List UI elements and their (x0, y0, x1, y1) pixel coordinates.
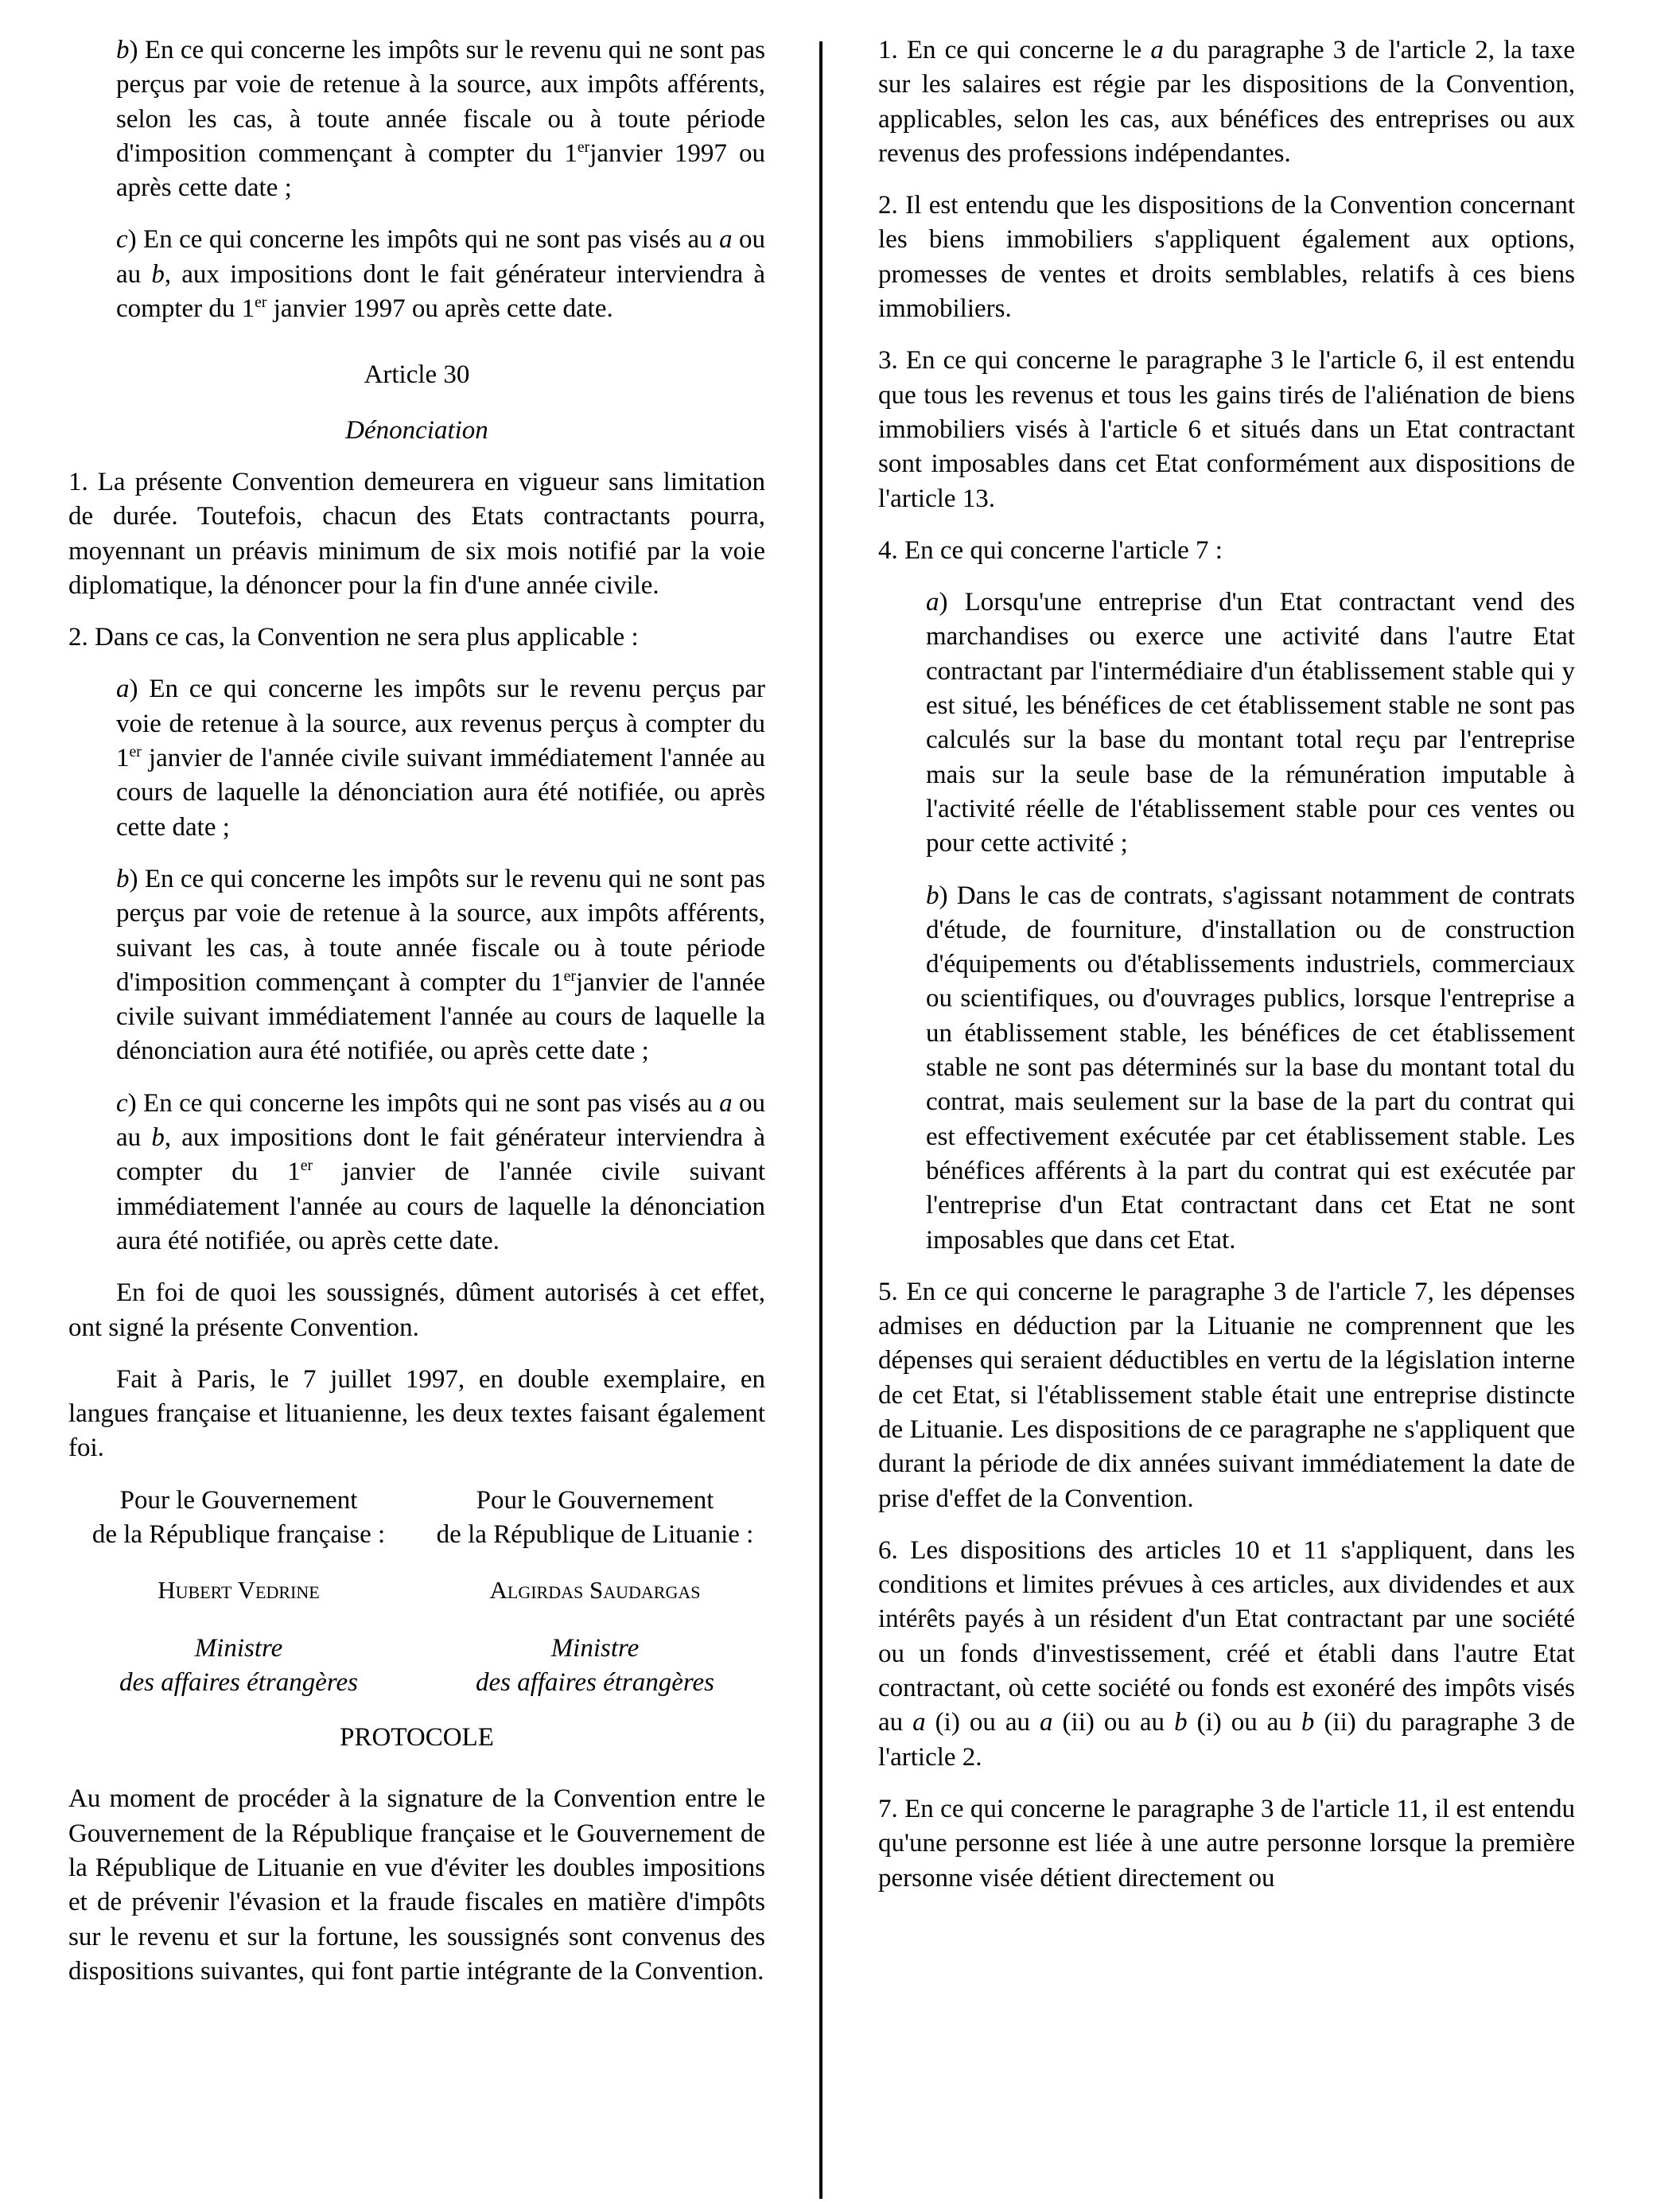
right-column (878, 33, 1575, 1913)
signatory-lithuania: Algirdas Saudargas (489, 1576, 701, 1605)
signatory-france: Hubert Vedrine (158, 1576, 320, 1605)
protocole-title: PROTOCOLE (340, 1723, 494, 1753)
signature-lithuania: Pour le Gouvernement de la République de Lituanie : (436, 1485, 754, 1549)
protocole-paragraph-2: 2. Il est entendu que les dispositions de la Convention concernant les biens immobiliers s'appliquent également aux options, promesses de ventes et droits semblables, relatifs à ces biens immobiliers. (878, 191, 1575, 324)
signature-titles (68, 1632, 765, 1701)
fait-a-paris-paragraph: Fait à Paris, le 7 juillet 1997, en double exemplaire, en langues française et lituanienne, les deux textes faisant également foi. (68, 1364, 765, 1463)
signature-names (68, 1573, 765, 1607)
signatory-title-france: Ministre des affaires étrangères (119, 1633, 358, 1697)
protocole-intro: Au moment de procéder à la signature de la Convention entre le Gouvernement de la République française et le Gouvernement de la République de Lituanie en vue d'éviter les doubles impositions et de prévenir l'évasion et la fraude fiscales en matière d'impôts sur le revenu et sur la fortune, les soussignés sont convenus des dispositions suivantes, qui font partie intégrante de la Convention. (68, 1784, 765, 1986)
protocole-paragraph-1: 1. En ce qui concerne le a du paragraphe 3 de l'article 2, la taxe sur les salaires est régie par les dispositions de la Convention, applicables, selon les cas, aux bénéfices des entreprises ou aux revenus des professions indépendantes. (878, 36, 1576, 168)
column-divider (819, 41, 822, 2199)
protocole-paragraph-7: 7. En ce qui concerne le paragraphe 3 de l'article 11, il est entendu qu'une personne est liée à une autre personne lorsque la première personne visée détient directement ou (878, 1794, 1575, 1893)
article-30-item-a: a) En ce qui concerne les impôts sur le revenu perçus par voie de retenue à la source, aux revenus perçus à compter du 1er janvier de l'année civile suivant immédiatement l'année au cours de laquelle la dénonciation aura été notifiée, ou après cette date ; (116, 675, 765, 842)
signature-governments (68, 1484, 765, 1553)
protocole-paragraph-5: 5. En ce qui concerne le paragraphe 3 de l'article 7, les dépenses admises en déduction par la Lituanie ne comprennent que les dépenses qui seraient déductibles en vertu de la législation interne de cet Etat, si l'établissement stable était une entreprise distincte de Lituanie. Les dispositions de ce paragraphe ne s'appliquent que durant la période de dix années suivant immédiatement la date de prise d'effet de la Convention. (878, 1277, 1575, 1513)
left-column (68, 33, 765, 2006)
protocole-paragraph-4: 4. En ce qui concerne l'article 7 : (878, 535, 1223, 565)
en-foi-paragraph: En foi de quoi les soussignés, dûment autorisés à cet effet, ont signé la présente Convention. (68, 1278, 765, 1342)
left-item-b-top: b) En ce qui concerne les impôts sur le revenu qui ne sont pas perçus par voie de retenue à la source, aux impôts afférents, selon les cas, à toute année fiscale ou à toute période d'imposition commençant à compter du 1erjanvier 1997 ou après cette date ; (116, 36, 765, 203)
signature-france: Pour le Gouvernement de la République française : (91, 1485, 386, 1549)
article-30-item-b: b) En ce qui concerne les impôts sur le revenu qui ne sont pas perçus par voie de retenue à la source, aux impôts afférents, suivant les cas, à toute année fiscale ou à toute période d'imposition commençant à compter du 1erjanvier de l'année civile suivant immédiatement l'année au cours de laquelle la dénonciation aura été notifiée, ou après cette date ; (116, 864, 765, 1066)
protocole-paragraph-6: 6. Les dispositions des articles 10 et 11 s'appliquent, dans les conditions et limites prévues à ces articles, aux dividendes et aux intérêts payés à un résident d'un Etat contractant par une société ou un fonds d'investissement, créé et établi dans l'autre Etat contractant, où cette société ou fonds est exonéré des impôts visés au a (i) ou au a (ii) ou au b (i) ou au b (ii) du paragraphe 3 de l'article 2. (878, 1535, 1576, 1772)
signatory-title-lithuania: Ministre des affaires étrangères (475, 1633, 714, 1697)
left-item-c-top: c) En ce qui concerne les impôts qui ne sont pas visés au a ou au b, aux impositions dont le fait générateur interviendra à compter du 1er janvier 1997 ou après cette date. (116, 225, 766, 324)
protocole-paragraph-4a: a) Lorsqu'une entreprise d'un Etat contractant vend des marchandises ou exerce une activité dans l'autre Etat contractant par l'intermédiaire d'un établissement stable qui y est situé, les bénéfices de cet établissement stable ne sont pas calculés sur la base du montant total reçu par l'entreprise mais sur la seule base de la rémunération imputable à l'activité réelle de l'établissement stable pour ces ventes ou pour cette activité ; (926, 588, 1575, 858)
protocole-paragraph-4b: b) Dans le cas de contrats, s'agissant notamment de contrats d'étude, de fourniture, d'installation ou de construction d'équipements ou d'établissements industriels, commerciaux ou scientifiques, ou d'ouvrages publics, lorsque l'entreprise a un établissement stable, les bénéfices de cet établissement stable ne sont pas déterminés sur la base du montant total du contrat, mais seulement sur la base de la part du contrat qui est effectivement exécutée par cet établissement stable. Les bénéfices afférents à la part du contrat qui est exécutée par l'entreprise d'un Etat contractant dans cet Etat ne sont imposables que dans cet Etat. (926, 881, 1575, 1255)
article-30-paragraph-2: 2. Dans ce cas, la Convention ne sera plus applicable : (68, 623, 639, 652)
article-30-item-c: c) En ce qui concerne les impôts qui ne sont pas visés au a ou au b, aux impositions dont le fait générateur interviendra à compter du 1er janvier de l'année civile suivant immédiatement l'année au cours de laquelle la dénonciation aura été notifiée, ou après cette date. (116, 1088, 766, 1255)
article-30-paragraph-1: 1. La présente Convention demeurera en vigueur sans limitation de durée. Toutefois, chacun des Etats contractants pourra, moyennant un préavis minimum de six mois notifié par la voie diplomatique, la dénoncer pour la fin d'une année civile. (68, 467, 765, 600)
protocole-paragraph-3: 3. En ce qui concerne le paragraphe 3 le l'article 6, il est entendu que tous les revenus et tous les gains tirés de l'aliénation de biens immobiliers visés à l'article 6 et situés dans un Etat contractant sont imposables dans cet Etat conformément aux dispositions de l'article 13. (878, 346, 1575, 513)
article-title: Article 30 (364, 360, 470, 390)
article-heading: Dénonciation (345, 415, 488, 445)
